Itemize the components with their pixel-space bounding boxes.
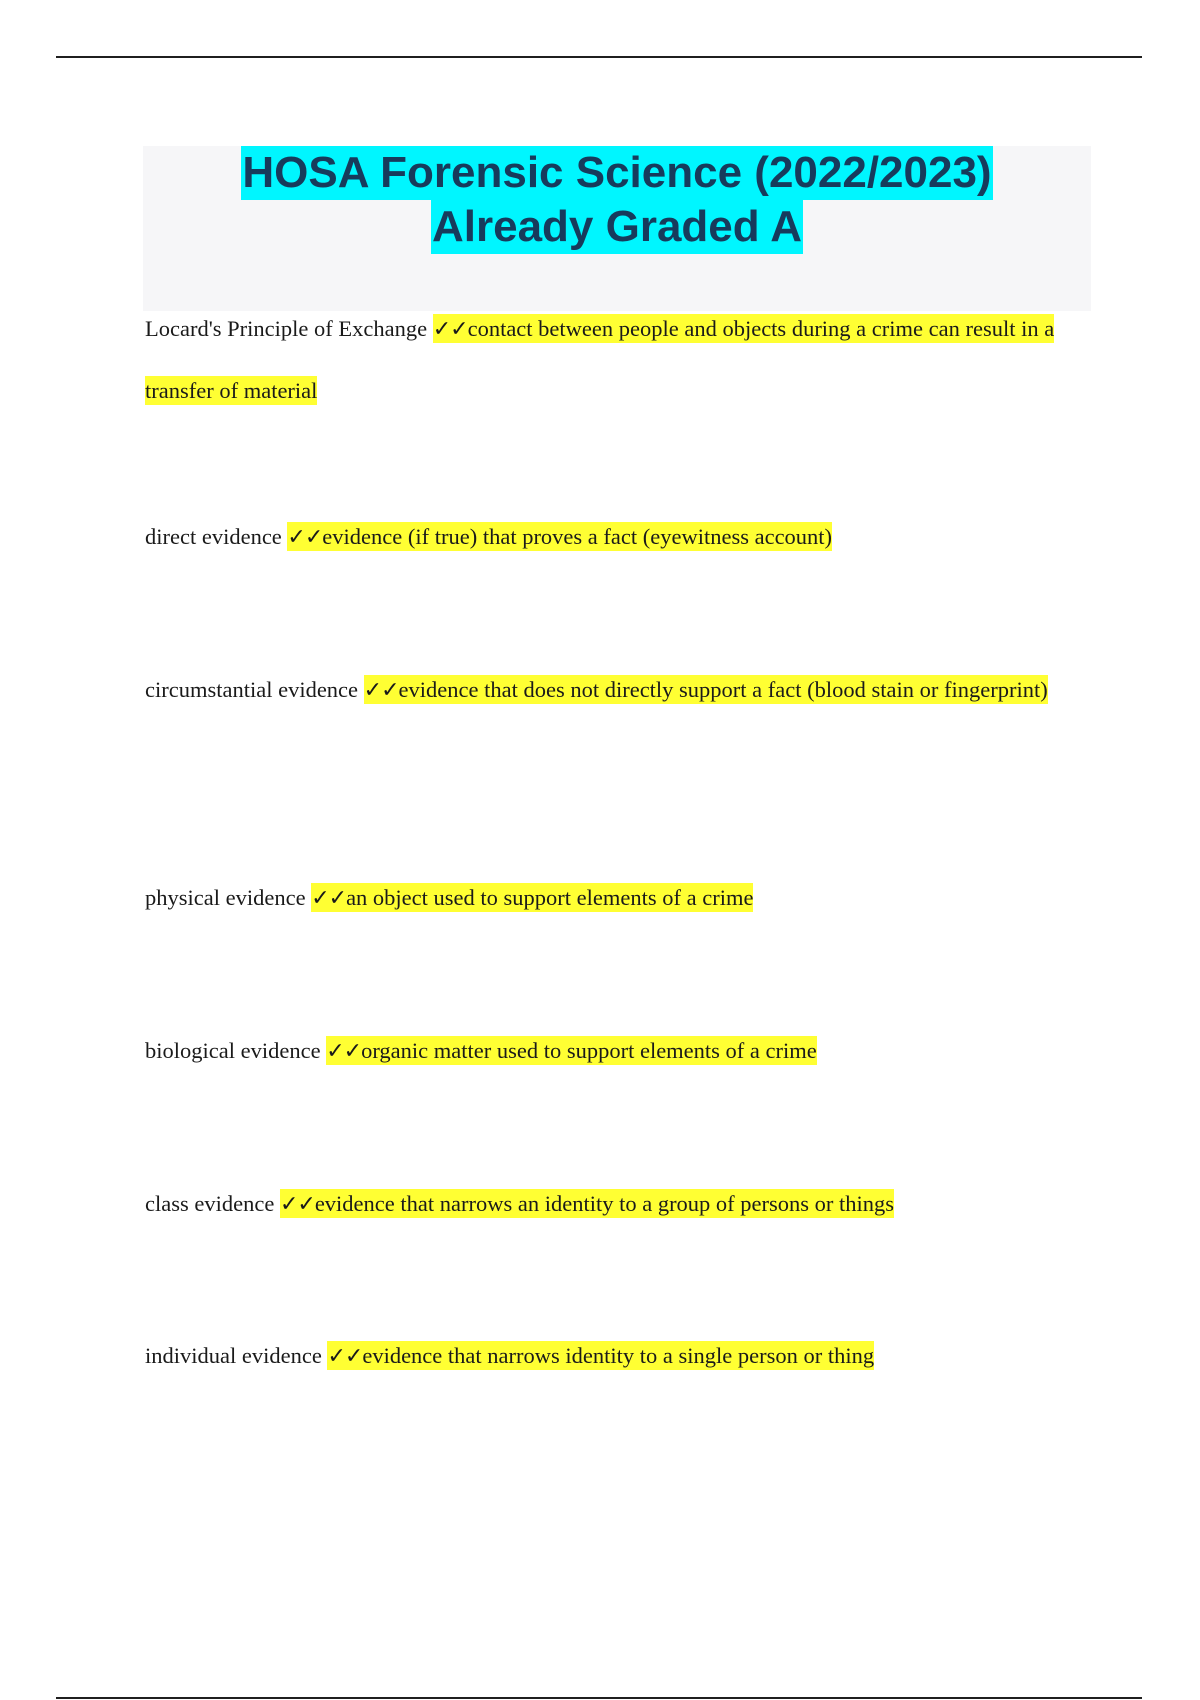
entry-term: individual evidence xyxy=(145,1343,322,1368)
flashcard-entry xyxy=(145,659,1095,721)
double-check-icon: ✓✓ xyxy=(311,886,347,911)
double-check-icon: ✓✓ xyxy=(363,678,399,703)
entry-definition: evidence (if true) that proves a fact (eyewitness account) xyxy=(322,524,833,549)
flashcard-entry xyxy=(145,298,1095,421)
entry-definition-highlight xyxy=(287,522,832,551)
flashcard-entry xyxy=(145,1173,1095,1235)
entry-definition-highlight xyxy=(311,883,753,912)
bottom-rule xyxy=(56,1697,1142,1699)
entry-definition: organic matter used to support elements of a crime xyxy=(361,1038,817,1063)
entry-definition-highlight xyxy=(280,1189,894,1218)
entry-term: Locard's Principle of Exchange xyxy=(145,316,428,341)
entry-definition-highlight xyxy=(327,1341,874,1370)
double-check-icon: ✓✓ xyxy=(326,1039,362,1064)
flashcard-entry xyxy=(145,1020,1095,1082)
entry-term: circumstantial evidence xyxy=(145,677,359,702)
entry-term: direct evidence xyxy=(145,524,282,549)
flashcard-entry xyxy=(145,867,1095,929)
double-check-icon: ✓✓ xyxy=(287,525,323,550)
page-title-line-1: HOSA Forensic Science (2022/2023) xyxy=(241,146,992,200)
entry-definition: evidence that does not directly support a fact (blood stain or fingerprint) xyxy=(398,677,1048,702)
entry-definition: contact between people and objects during a crime can result in a transfer of material xyxy=(145,316,1055,403)
entry-term: physical evidence xyxy=(145,885,306,910)
entry-definition: evidence that narrows identity to a single person or thing xyxy=(362,1343,875,1368)
page-title-line-2: Already Graded A xyxy=(431,200,803,254)
title-banner xyxy=(143,146,1091,311)
double-check-icon: ✓✓ xyxy=(327,1344,363,1369)
entry-term: biological evidence xyxy=(145,1038,321,1063)
entry-definition-highlight xyxy=(326,1036,817,1065)
entry-term: class evidence xyxy=(145,1191,275,1216)
top-rule xyxy=(56,56,1142,58)
entry-definition: evidence that narrows an identity to a group of persons or things xyxy=(314,1191,895,1216)
double-check-icon: ✓✓ xyxy=(432,317,468,342)
entry-definition: an object used to support elements of a crime xyxy=(346,885,754,910)
entry-definition-highlight xyxy=(364,675,1048,704)
flashcard-entry xyxy=(145,506,1095,568)
flashcard-entry xyxy=(145,1325,1095,1387)
double-check-icon: ✓✓ xyxy=(279,1192,315,1217)
